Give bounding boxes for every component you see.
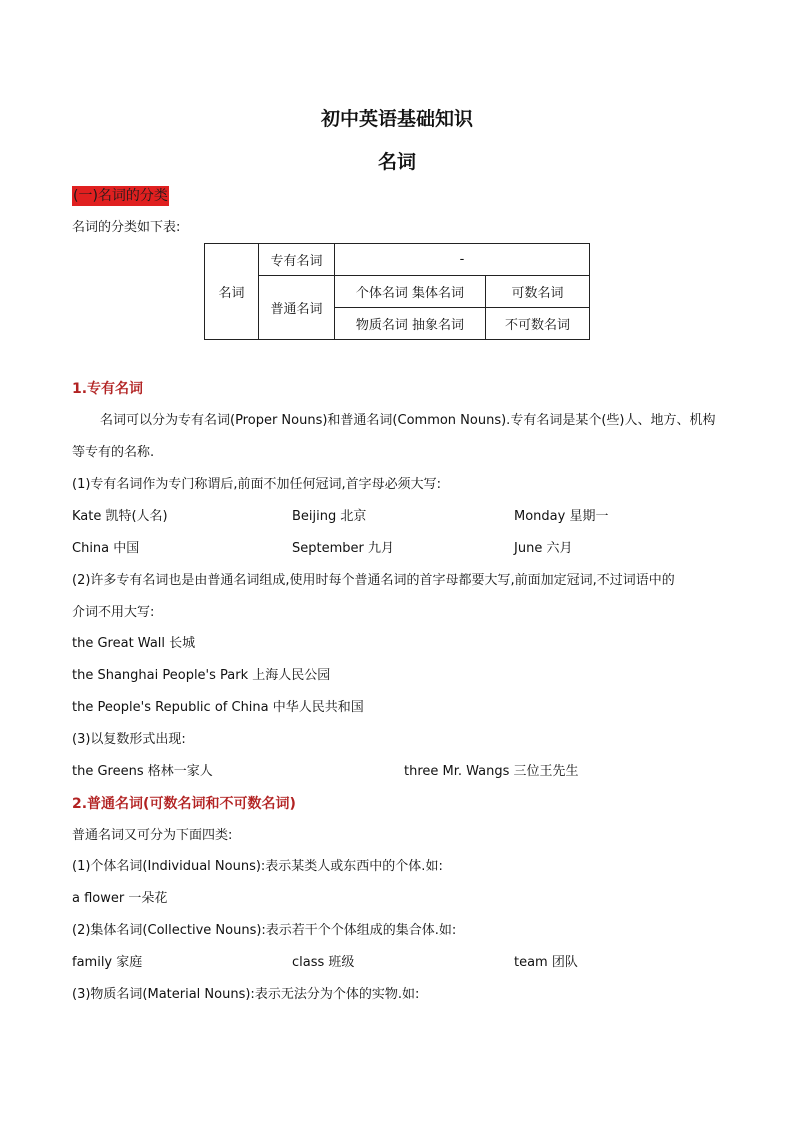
proper-rule-2: (2)许多专有名词也是由普通名词组成,使用时每个普通名词的首字母都要大写,前面加定冠词,不过词语中的 (72, 573, 675, 588)
example-september: September 九月 (292, 541, 394, 556)
example-june: June 六月 (514, 541, 573, 556)
example-team: team 团队 (514, 955, 578, 970)
section-heading-classification: (一)名词的分类 (73, 188, 168, 204)
document-subtitle: 名词 (377, 151, 416, 173)
table-cell-countable: 可数名词 (486, 276, 590, 308)
proper-nouns-para: 名词可以分为专有名词(Proper Nouns)和普通名词(Common Nouns).专有名词是某个(些)人、地方、机构 (100, 413, 716, 428)
example-prc: the People's Republic of China 中华人民共和国 (72, 700, 364, 715)
table-cell-proper-value: - (335, 244, 590, 276)
example-greens: the Greens 格林一家人 (72, 764, 213, 779)
proper-nouns-para-cont: 等专有的名称. (72, 445, 155, 460)
common-rule-2: (2)集体名词(Collective Nouns):表示若干个个体组成的集合体.如: (72, 923, 457, 938)
table-cell-material-abstract: 物质名词 抽象名词 (335, 308, 486, 340)
table-cell-uncountable: 不可数名词 (486, 308, 590, 340)
example-great-wall: the Great Wall 长城 (72, 636, 196, 651)
document-title: 初中英语基础知识 (320, 108, 473, 130)
example-flower: a flower 一朵花 (72, 891, 168, 906)
table-cell-common: 普通名词 (259, 276, 335, 340)
intro-text: 名词的分类如下表: (72, 220, 181, 235)
proper-rule-3: (3)以复数形式出现: (72, 732, 186, 747)
example-china: China 中国 (72, 541, 140, 556)
heading-proper-nouns: 1.专有名词 (72, 381, 144, 397)
proper-rule-1: (1)专有名词作为专门称谓后,前面不加任何冠词,首字母必须大写: (72, 477, 442, 492)
table-cell-individual-collective: 个体名词 集体名词 (335, 276, 486, 308)
example-wangs: three Mr. Wangs 三位王先生 (404, 764, 579, 779)
common-rule-3: (3)物质名词(Material Nouns):表示无法分为个体的实物.如: (72, 987, 420, 1002)
example-peoples-park: the Shanghai People's Park 上海人民公园 (72, 668, 331, 683)
example-class: class 班级 (292, 955, 355, 970)
example-monday: Monday 星期一 (514, 509, 609, 524)
common-nouns-intro: 普通名词又可分为下面四类: (72, 828, 233, 843)
table-cell-root: 名词 (205, 244, 259, 340)
heading-common-nouns: 2.普通名词(可数名词和不可数名词) (72, 796, 296, 812)
common-rule-1: (1)个体名词(Individual Nouns):表示某类人或东西中的个体.如: (72, 859, 443, 874)
example-family: family 家庭 (72, 955, 143, 970)
proper-rule-2-cont: 介词不用大写: (72, 605, 155, 620)
noun-classification-table (204, 243, 590, 340)
example-kate: Kate 凯特(人名) (72, 509, 168, 524)
example-beijing: Beijing 北京 (292, 509, 367, 524)
table-cell-proper: 专有名词 (259, 244, 335, 276)
